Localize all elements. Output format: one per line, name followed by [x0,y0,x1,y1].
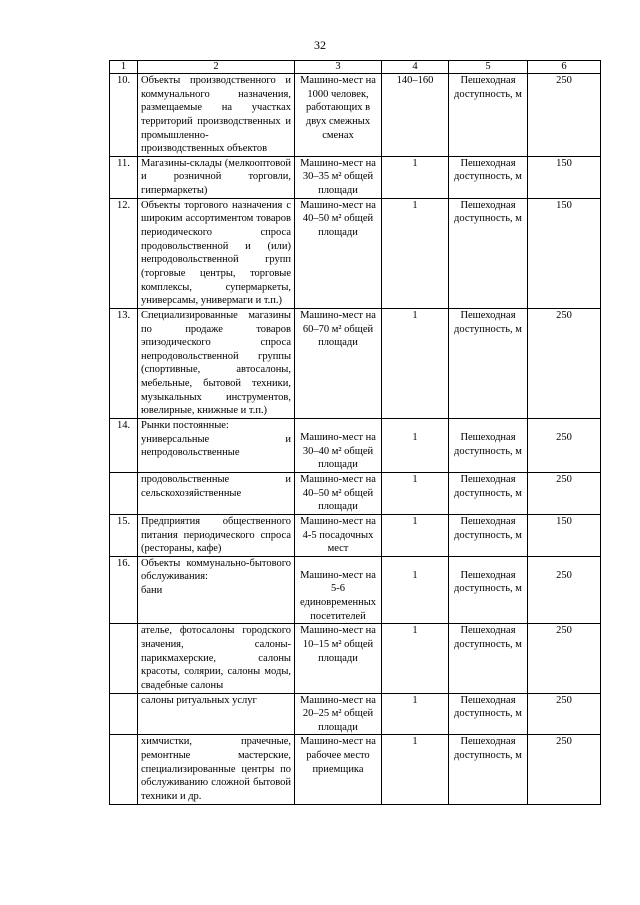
row-number [110,624,138,693]
quantity-cell: 1 [382,198,449,308]
row-number [110,735,138,804]
object-name: Магазины-склады (мелкооптовой и розничной торговли, гипермаркеты) [138,156,295,198]
row-number [110,693,138,735]
quantity-cell: 1 [382,624,449,693]
distance-type-cell: Пешеходная доступность, м [449,735,528,804]
object-name: Предприятия общественного питания периодического спроса (рестораны, кафе) [138,514,295,556]
row-number: 11. [110,156,138,198]
distance-value-cell: 150 [528,514,601,556]
distance-type-cell: Пешеходная доступность, м [449,74,528,157]
column-header: 5 [449,61,528,74]
group-title: Объекты коммунально-бытового обслуживания: [141,557,291,583]
table-row [110,624,601,693]
column-header: 4 [382,61,449,74]
unit-cell: Машино-мест на 40–50 м² общей площади [295,198,382,308]
distance-type-cell: Пешеходная доступность, м [449,556,528,624]
distance-value-cell: 250 [528,693,601,735]
group-title: Рынки постоянные: [141,420,229,432]
distance-type-cell: Пешеходная доступность, м [449,472,528,514]
distance-value-cell: 250 [528,74,601,157]
table-row [110,472,601,514]
unit-cell: Машино-мест на 4-5 посадочных мест [295,514,382,556]
unit-cell: Машино-мест на 20–25 м² общей площади [295,693,382,735]
distance-type-cell: Пешеходная доступность, м [449,198,528,308]
quantity-cell: 1 [382,514,449,556]
quantity-cell: 1 [382,308,449,418]
column-header: 2 [138,61,295,74]
quantity-cell: 1 [382,419,449,473]
quantity-cell: 1 [382,472,449,514]
distance-value-cell: 250 [528,556,601,624]
distance-type-cell: Пешеходная доступность, м [449,693,528,735]
row-number: 16. [110,556,138,624]
distance-value-cell: 250 [528,624,601,693]
unit-cell: Машино-мест на 40–50 м² общей площади [295,472,382,514]
header-row [110,61,601,74]
table-row [110,693,601,735]
distance-type-cell: Пешеходная доступность, м [449,308,528,418]
table-row [110,556,601,624]
row-number [110,472,138,514]
distance-type-cell: Пешеходная доступность, м [449,156,528,198]
distance-type-cell: Пешеходная доступность, м [449,419,528,473]
object-name-cell [138,419,295,473]
page-number: 32 [314,38,326,52]
unit-cell: Машино-мест на 10–15 м² общей площади [295,624,382,693]
column-header: 3 [295,61,382,74]
quantity-cell: 1 [382,735,449,804]
column-header: 6 [528,61,601,74]
object-name: бани [141,585,163,597]
table-row [110,514,601,556]
unit-cell: Машино-мест на 5-6 единовременных посетителей [295,556,382,624]
object-name: универсальные и непродовольственные [141,433,291,459]
distance-type-cell: Пешеходная доступность, м [449,624,528,693]
distance-value-cell: 250 [528,308,601,418]
quantity-cell: 140–160 [382,74,449,157]
object-name-cell [138,556,295,624]
row-number: 15. [110,514,138,556]
distance-value-cell: 250 [528,735,601,804]
table-row [110,735,601,804]
object-name: химчистки, прачечные, ремонтные мастерские, специализированные центры по обслуживанию сложной бытовой техники и др. [138,735,295,804]
table-row [110,419,601,473]
quantity-cell: 1 [382,556,449,624]
object-name: продовольственные и сельскохозяйственные [138,472,295,514]
table-row [110,308,601,418]
object-name: Специализированные магазины по продаже товаров эпизодического спроса непродовольственной группы (спортивные, автосалоны, мебельные, бытовой техники, музыкальных инструментов, ювелирные, книжные и т.п.) [138,308,295,418]
parking-norms-table [109,60,601,805]
row-number: 12. [110,198,138,308]
distance-type-cell: Пешеходная доступность, м [449,514,528,556]
quantity-cell: 1 [382,156,449,198]
object-name: ателье, фотосалоны городского значения, салоны-парикмахерские, салоны красоты, солярии, салоны моды, свадебные салоны [138,624,295,693]
table-row [110,156,601,198]
quantity-cell: 1 [382,693,449,735]
table-row [110,198,601,308]
row-number: 14. [110,419,138,473]
unit-cell: Машино-мест на рабочее место приемщика [295,735,382,804]
object-name: Объекты торгового назначения с широким ассортиментом товаров периодического спроса продовольственной и (или) непродовольственной групп (торговые центры, торговые комплексы, супермаркеты, универсамы, универмаги и т.п.) [138,198,295,308]
row-number: 10. [110,74,138,157]
object-name: Объекты производственного и коммунального назначения, размещаемые на участках территорий производственных и промышленно-производственных объектов [138,74,295,157]
distance-value-cell: 250 [528,419,601,473]
table-row [110,74,601,157]
object-name: салоны ритуальных услуг [138,693,295,735]
column-header: 1 [110,61,138,74]
unit-cell: Машино-мест на 1000 человек, работающих в двух смежных сменах [295,74,382,157]
unit-cell: Машино-мест на 30–40 м² общей площади [295,419,382,473]
unit-cell: Машино-мест на 30–35 м² общей площади [295,156,382,198]
distance-value-cell: 250 [528,472,601,514]
row-number: 13. [110,308,138,418]
distance-value-cell: 150 [528,198,601,308]
distance-value-cell: 150 [528,156,601,198]
unit-cell: Машино-мест на 60–70 м² общей площади [295,308,382,418]
